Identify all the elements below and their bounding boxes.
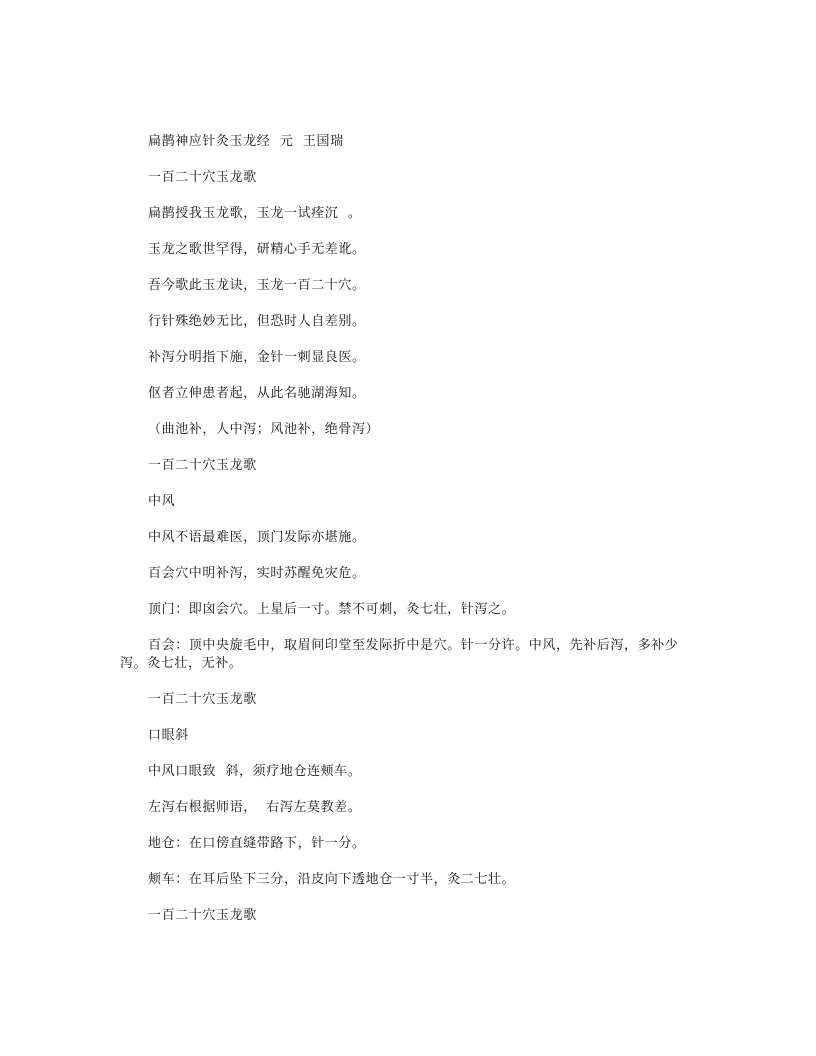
verse-line: 中风口眼致 斜，须疗地仓连颊车。 [148,764,362,779]
section-heading: 一百二十穴玉龙歌 [148,908,257,923]
verse-line: 吾今歌此玉龙诀，玉龙一百二十穴。 [148,278,366,293]
subsection-heading: 口眼斜 [148,728,189,743]
verse-line: 伛者立伸患者起，从此名驰湖海知。 [148,386,366,401]
acupoint-note: 顶门：即囟会穴。上星后一寸。禁不可刺，灸七壮，针泻之。 [148,602,516,617]
verse-note: （曲池补，人中泻；风池补，绝骨泻） [148,422,380,437]
document-title: 扁鹊神应针灸玉龙经 元 王国瑞 [148,134,344,149]
document-body [120,133,700,943]
acupoint-note: 颊车：在耳后坠下三分，沿皮向下透地仓一寸半，灸二七壮。 [148,872,516,887]
acupoint-note: 地仓：在口傍直缝带路下，针一分。 [148,836,366,851]
section-heading: 一百二十穴玉龙歌 [148,692,257,707]
verse-line: 行针殊绝妙无比，但恐时人自差别。 [148,314,366,329]
verse-line: 中风不语最难医，顶门发际亦堪施。 [148,530,366,545]
verse-line: 左泻右根据师语， 右泻左莫教差。 [148,800,362,815]
verse-line: 扁鹊授我玉龙歌，玉龙一试痊沉 。 [148,206,362,221]
verse-line: 百会穴中明补泻，实时苏醒免灾危。 [148,566,366,581]
subsection-heading: 中风 [148,494,176,509]
section-heading: 一百二十穴玉龙歌 [148,170,257,185]
verse-line: 玉龙之歌世罕得，研精心手无差讹。 [148,242,366,257]
section-heading: 一百二十穴玉龙歌 [148,458,257,473]
verse-line: 补泻分明指下施，金针一刺显良医。 [148,350,366,365]
acupoint-note: 百会：顶中央旋毛中，取眉间印堂至发际折中是穴。针一分许。中风，先补后泻，多补少泻。灸七壮，无补。 [120,638,679,671]
